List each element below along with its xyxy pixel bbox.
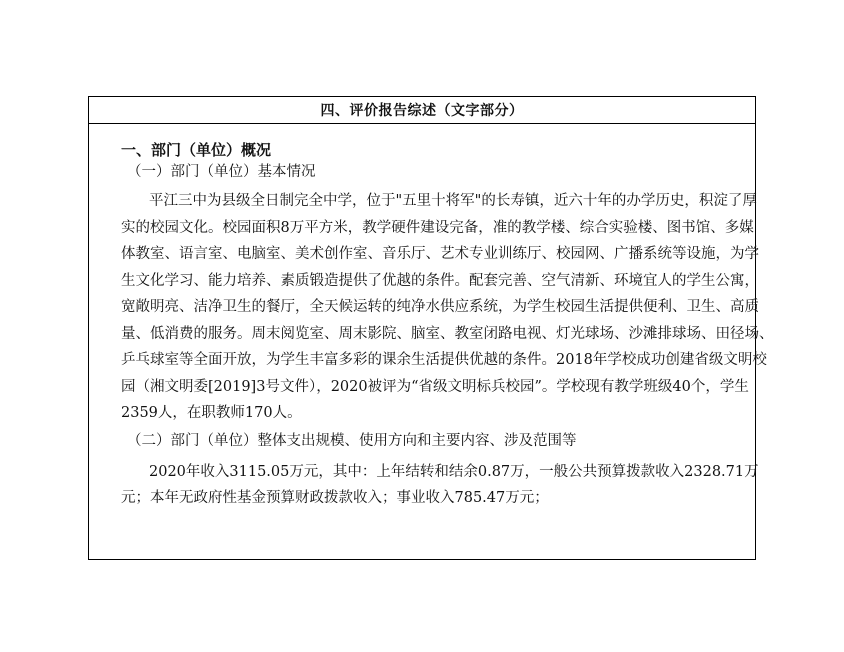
section-title-row xyxy=(89,97,755,124)
heading-expenditure-scope: （二）部门（单位）整体支出规模、使用方向和主要内容、涉及范围等 xyxy=(127,432,577,449)
paragraph-line: 体教室、语言室、电脑室、美术创作室、音乐厅、艺术专业训练厅、校园网、广播系统等设施，为学 xyxy=(121,246,759,262)
basic-info-paragraph xyxy=(121,188,774,427)
section-title: 四、评价报告综述（文字部分） xyxy=(320,103,524,119)
report-body xyxy=(121,139,774,512)
paragraph-line: 生文化学习、能力培养、素质锻造提供了优越的条件。配套完善、空气清新、环境宜人的学生公寓， xyxy=(121,272,759,289)
heading-basic-info: （一）部门（单位）基本情况 xyxy=(127,164,316,180)
paragraph-line: 实的校园文化。校园面积8万平方米，教学硬件建设完备，准的教学楼、综合实验楼、图书馆、多媒 xyxy=(121,219,754,236)
income-paragraph xyxy=(121,459,759,512)
paragraph-line: 园（湘文明委[2019]3号文件），2020被评为“省级文明标兵校园”。学校现有教学班级40个，学生 xyxy=(121,378,749,395)
paragraph-line: 2359人，在职教师170人。 xyxy=(121,405,302,421)
heading-department-overview: 一、部门（单位）概况 xyxy=(121,141,272,159)
paragraph-line: 元；本年无政府性基金预算财政拨款收入；事业收入785.47万元； xyxy=(121,490,549,506)
paragraph-line: 宽敞明亮、洁净卫生的餐厅，全天候运转的纯净水供应系统，为学生校园生活提供便利、卫生、高质 xyxy=(121,299,759,315)
paragraph-line: 量、低消费的服务。周末阅览室、周末影院、脑室、教室闭路电视、灯光球场、沙滩排球场、田径场、 xyxy=(121,325,774,342)
report-table xyxy=(88,96,774,560)
paragraph-line: 2020年收入3115.05万元，其中：上年结转和结余0.87万，一般公共预算拨款收入2328.71万 xyxy=(149,463,759,480)
paragraph-line: 平江三中为县级全日制完全中学，位于"五里十将军"的长寿镇，近六十年的办学历史，积淀了厚 xyxy=(149,193,757,209)
paragraph-line: 乒乓球室等全面开放，为学生丰富多彩的课余生活提供优越的条件。2018年学校成功创建省级文明校 xyxy=(121,352,767,368)
